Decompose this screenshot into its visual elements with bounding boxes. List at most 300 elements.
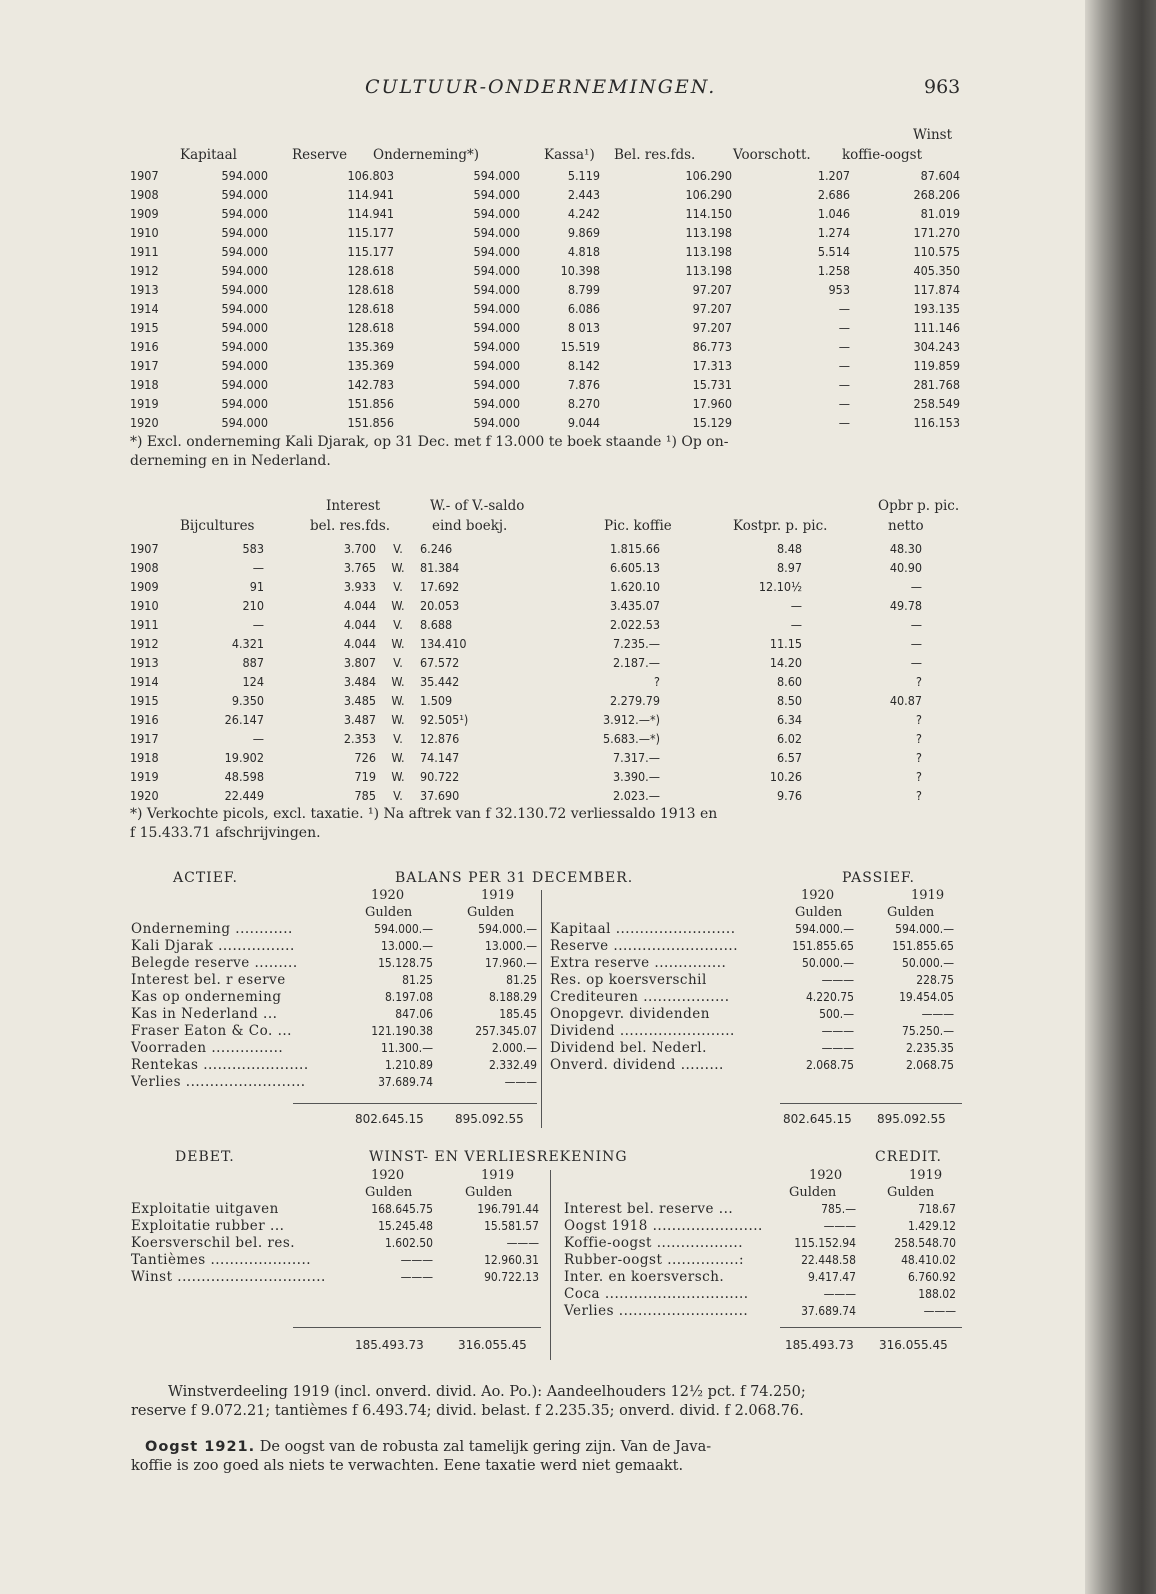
bijcultures-row-cell: 134.410 <box>420 636 467 651</box>
bijcultures-row-cell: 719 <box>354 769 376 784</box>
capital-row-cell: 5.119 <box>567 168 600 183</box>
bijcultures-row-cell: 17.692 <box>420 579 460 594</box>
bijcultures-row <box>130 653 922 672</box>
running-header <box>0 76 1085 100</box>
actief-row <box>131 972 537 989</box>
credit-row-label: Koffie-oogst .................. <box>564 1235 743 1251</box>
bijcultures-row-cell: W. <box>391 769 405 784</box>
capital-row <box>130 261 960 280</box>
capital-row-cell: 111.146 <box>913 320 960 335</box>
bijcultures-table-body <box>130 539 922 805</box>
col-reserve: Reserve <box>292 147 348 163</box>
capital-row-cell: 1.046 <box>817 206 850 221</box>
credit-row-label: Interest bel. reserve ... <box>564 1201 734 1217</box>
balance-left-unit2: Gulden <box>467 905 515 920</box>
passief-row <box>550 972 954 989</box>
bijcultures-row <box>130 577 922 596</box>
capital-row-cell: 1916 <box>130 339 159 354</box>
actief-row <box>131 955 537 972</box>
capital-row-cell: — <box>838 358 850 373</box>
bijcultures-row-cell: 74.147 <box>420 750 460 765</box>
credit-row-amount: 718.67 <box>918 1202 956 1216</box>
actief-row <box>131 1023 537 1040</box>
col-interest-bottom: bel. res.fds. <box>310 518 391 534</box>
bijcultures-row <box>130 672 922 691</box>
passief-row-amount: 50.000.— <box>802 956 854 970</box>
capital-row-cell: 193.135 <box>913 301 960 316</box>
bijcultures-row-cell: 40.90 <box>889 560 922 575</box>
credit-row <box>564 1235 956 1252</box>
balance-right-unit2: Gulden <box>887 905 935 920</box>
capital-row-cell: — <box>838 396 850 411</box>
capital-row-cell: 9.869 <box>567 225 600 240</box>
capital-row <box>130 185 960 204</box>
actief-row <box>131 921 537 938</box>
oogst-line1 <box>145 1438 711 1457</box>
passief-row <box>550 921 954 938</box>
credit-row-label: Coca .............................. <box>564 1286 749 1302</box>
bijcultures-row-cell: ? <box>916 769 922 784</box>
passief-row-label: Kapitaal ......................... <box>550 921 736 937</box>
bijcultures-row-cell: 1912 <box>130 636 159 651</box>
credit-row <box>564 1286 956 1303</box>
capital-row-cell: 1920 <box>130 415 159 430</box>
bijcultures-row-cell: 7.317.— <box>612 750 660 765</box>
actief-row <box>131 1040 537 1057</box>
bijcultures-row-cell: 4.044 <box>343 636 376 651</box>
passief-row-amount: 151.855.65 <box>792 939 854 953</box>
bijcultures-row-cell: 8.60 <box>776 674 802 689</box>
capital-row-cell: 1915 <box>130 320 159 335</box>
actief-row-amount: 8.197.08 <box>384 990 433 1004</box>
page-number: 963 <box>924 76 961 98</box>
passief-row-amount: 594.000.— <box>795 922 854 936</box>
pl-right-unit1: Gulden <box>789 1185 837 1200</box>
capital-row-cell: 594.000 <box>221 339 268 354</box>
capital-row-cell: 1911 <box>130 244 159 259</box>
bijcultures-row-cell: 8.97 <box>776 560 802 575</box>
capital-row-cell: 86.773 <box>692 339 732 354</box>
bijcultures-row-cell: 4.044 <box>343 598 376 613</box>
capital-row-cell: 1914 <box>130 301 159 316</box>
credit-row-amount: 115.152.94 <box>794 1236 856 1250</box>
capital-row-cell: 594.000 <box>221 206 268 221</box>
bijcultures-row-cell: 1910 <box>130 598 159 613</box>
capital-row-cell: 7.876 <box>567 377 600 392</box>
bijcultures-note-line2: f 15.433.71 afschrijvingen. <box>130 825 321 841</box>
passief-row-label: Extra reserve ............... <box>550 955 727 971</box>
pl-right-title: CREDIT. <box>875 1149 942 1165</box>
actief-row-amount: 11.300.— <box>381 1041 433 1055</box>
bijcultures-row-cell: 6.57 <box>776 750 802 765</box>
capital-table-body <box>130 166 960 432</box>
capital-row <box>130 337 960 356</box>
actief-row-amount: 81.25 <box>402 973 433 987</box>
debet-row <box>131 1201 539 1218</box>
col-kassa: Kassa¹) <box>544 147 595 163</box>
capital-row <box>130 318 960 337</box>
debet-row-amount: ——— <box>506 1236 539 1250</box>
bijcultures-row-cell: 67.572 <box>420 655 460 670</box>
bijcultures-row-cell: 2.279.79 <box>609 693 660 708</box>
bijcultures-row-cell: 2.022.53 <box>609 617 660 632</box>
passief-row-label: Reserve .......................... <box>550 938 739 954</box>
capital-row-cell: 594.000 <box>473 415 520 430</box>
actief-row-amount: 121.190.38 <box>371 1024 433 1038</box>
pl-divider <box>550 1170 551 1360</box>
passief-row-amount: 228.75 <box>916 973 954 987</box>
capital-row-cell: 1908 <box>130 187 159 202</box>
actief-row-amount: 37.689.74 <box>378 1075 433 1089</box>
credit-row <box>564 1218 956 1235</box>
debet-row <box>131 1269 539 1286</box>
passief-row <box>550 1006 954 1023</box>
balance-right-year2: 1919 <box>911 888 945 903</box>
bijcultures-row-cell: 6.605.13 <box>609 560 660 575</box>
bijcultures-row-cell: — <box>910 655 922 670</box>
book-binding <box>1085 0 1156 1594</box>
passief-row <box>550 1040 954 1057</box>
actief-row-label: Kas op onderneming <box>131 989 282 1005</box>
pl-right-unit2: Gulden <box>887 1185 935 1200</box>
capital-row-cell: 114.941 <box>347 206 394 221</box>
actief-row-amount: 594.000.— <box>374 922 433 936</box>
capital-row-cell: 115.177 <box>347 244 394 259</box>
actief-row-label: Belegde reserve ......... <box>131 955 298 971</box>
bijcultures-row-cell: 3.487 <box>343 712 376 727</box>
bijcultures-row-cell: 91 <box>249 579 264 594</box>
passief-row-amount: ——— <box>821 1024 854 1038</box>
bijcultures-row-cell: ? <box>916 750 922 765</box>
header-title: CULTUUR-ONDERNEMINGEN. <box>365 76 717 98</box>
capital-row-cell: 258.549 <box>913 396 960 411</box>
bijcultures-row-cell: 10.26 <box>769 769 802 784</box>
capital-row-cell: 97.207 <box>692 301 732 316</box>
bijcultures-row-cell: 19.902 <box>224 750 264 765</box>
passief-row-amount: 151.855.65 <box>892 939 954 953</box>
capital-row-cell: 405.350 <box>913 263 960 278</box>
capital-row-cell: 594.000 <box>473 225 520 240</box>
col-opbr-top: Opbr p. pic. <box>878 498 960 514</box>
pl-left-year1: 1920 <box>371 1168 405 1183</box>
col-kapitaal: Kapitaal <box>180 147 237 163</box>
capital-row-cell: 97.207 <box>692 320 732 335</box>
bijcultures-row-cell: 2.187.— <box>612 655 660 670</box>
capital-row-cell: 9.044 <box>567 415 600 430</box>
bijcultures-row-cell: ? <box>916 712 922 727</box>
capital-row-cell: 117.874 <box>913 282 960 297</box>
passief-row-label: Crediteuren .................. <box>550 989 730 1005</box>
winstverdeeling-line1: Winstverdeeling 1919 (incl. onverd. divid. Ao. Po.): Aandeelhouders 12½ pct. f 74.250; <box>168 1384 806 1400</box>
pl-right-total2: 316.055.45 <box>879 1338 948 1352</box>
capital-row-cell: 1909 <box>130 206 159 221</box>
bijcultures-row-cell: 785 <box>354 788 376 803</box>
capital-row-cell: 594.000 <box>473 244 520 259</box>
passief-row <box>550 989 954 1006</box>
capital-row-cell: 106.803 <box>347 168 394 183</box>
debet-row-amount: 12.960.31 <box>484 1253 539 1267</box>
bijcultures-row-cell: 6.246 <box>420 541 453 556</box>
passief-row-amount: 50.000.— <box>902 956 954 970</box>
bijcultures-row-cell: — <box>910 617 922 632</box>
capital-row-cell: 116.153 <box>913 415 960 430</box>
capital-row-cell: 594.000 <box>221 320 268 335</box>
passief-row-amount: 75.250.— <box>902 1024 954 1038</box>
col-wv-bottom: eind boekj. <box>432 518 508 534</box>
capital-row-cell: — <box>838 320 850 335</box>
capital-row-cell: — <box>838 339 850 354</box>
pl-center-title: WINST- EN VERLIESREKENING <box>369 1149 628 1165</box>
bijcultures-note-line1: *) Verkochte picols, excl. taxatie. ¹) Na aftrek van f 32.130.72 verliessaldo 1913 en <box>130 806 718 822</box>
credit-row-amount: 48.410.02 <box>901 1253 956 1267</box>
capital-row-cell: 128.618 <box>347 282 394 297</box>
bijcultures-row-cell: ? <box>654 674 660 689</box>
capital-row <box>130 356 960 375</box>
bijcultures-row-cell: 6.34 <box>776 712 802 727</box>
bijcultures-row-cell: 1916 <box>130 712 159 727</box>
capital-row <box>130 204 960 223</box>
col-onderneming: Onderneming*) <box>373 147 480 163</box>
actief-row-amount: 185.45 <box>499 1007 537 1021</box>
bijcultures-row <box>130 596 922 615</box>
capital-row-cell: 114.941 <box>347 187 394 202</box>
capital-row-cell: 594.000 <box>473 339 520 354</box>
bijcultures-table <box>130 497 970 843</box>
capital-row-cell: 594.000 <box>473 187 520 202</box>
bijcultures-row-cell: V. <box>393 541 403 556</box>
bijcultures-row-cell: 8.50 <box>776 693 802 708</box>
bijcultures-row-cell: 3.933 <box>343 579 376 594</box>
bijcultures-row-cell: 1918 <box>130 750 159 765</box>
bijcultures-row-cell: 9.350 <box>231 693 264 708</box>
bijcultures-row-cell: — <box>910 636 922 651</box>
capital-row-cell: 953 <box>828 282 850 297</box>
actief-row-amount: 257.345.07 <box>475 1024 537 1038</box>
balance-right-unit1: Gulden <box>795 905 843 920</box>
capital-row-cell: 5.514 <box>817 244 850 259</box>
bijcultures-row-cell: 90.722 <box>420 769 460 784</box>
passief-row-amount: 594.000.— <box>895 922 954 936</box>
capital-row-cell: 594.000 <box>221 168 268 183</box>
balance-left-year1: 1920 <box>371 888 405 903</box>
bijcultures-row-cell: 3.390.— <box>612 769 660 784</box>
debet-row-amount: 196.791.44 <box>477 1202 539 1216</box>
balance-left-total2: 895.092.55 <box>455 1112 524 1126</box>
debet-row-amount: 15.245.48 <box>378 1219 433 1233</box>
col-pic: Pic. koffie <box>604 518 672 534</box>
bijcultures-row-cell: W. <box>391 636 405 651</box>
bijcultures-row-cell: 1913 <box>130 655 159 670</box>
bijcultures-row-cell: 3.435.07 <box>609 598 660 613</box>
actief-row-amount: 594.000.— <box>478 922 537 936</box>
capital-row <box>130 242 960 261</box>
credit-row-amount: 37.689.74 <box>801 1304 856 1318</box>
capital-row-cell: 594.000 <box>221 225 268 240</box>
bijcultures-row-cell: 3.484 <box>343 674 376 689</box>
capital-row-cell: — <box>838 377 850 392</box>
bijcultures-row-cell: 11.15 <box>769 636 802 651</box>
actief-row <box>131 938 537 955</box>
balance-center-title: BALANS PER 31 DECEMBER. <box>395 870 634 886</box>
debet-row <box>131 1218 539 1235</box>
bijcultures-row-cell: 7.235.— <box>612 636 660 651</box>
capital-row-cell: 2.443 <box>567 187 600 202</box>
bijcultures-row-cell: 6.02 <box>776 731 802 746</box>
pl-right-year1: 1920 <box>809 1168 843 1183</box>
credit-row-amount: ——— <box>823 1287 856 1301</box>
bijcultures-row-cell: 210 <box>242 598 264 613</box>
capital-row-cell: 81.019 <box>920 206 960 221</box>
passief-table <box>550 921 954 1074</box>
bijcultures-table-header <box>130 497 970 539</box>
pl-left-year2: 1919 <box>481 1168 515 1183</box>
bijcultures-row <box>130 748 922 767</box>
capital-row-cell: 113.198 <box>685 244 732 259</box>
credit-row-amount: 258.548.70 <box>894 1236 956 1250</box>
bijcultures-row-cell: W. <box>391 712 405 727</box>
capital-row-cell: 128.618 <box>347 263 394 278</box>
actief-row-label: Kas in Nederland ... <box>131 1006 278 1022</box>
col-voorschott: Voorschott. <box>733 147 811 163</box>
credit-table <box>564 1201 956 1320</box>
bijcultures-row-cell: 9.76 <box>776 788 802 803</box>
capital-row-cell: 594.000 <box>473 396 520 411</box>
capital-row-cell: 594.000 <box>221 301 268 316</box>
credit-row-amount: ——— <box>823 1219 856 1233</box>
capital-row-cell: 304.243 <box>913 339 960 354</box>
passief-row-amount: 2.068.75 <box>905 1058 954 1072</box>
capital-row-cell: 113.198 <box>685 263 732 278</box>
bijcultures-row-cell: 12.10½ <box>758 579 802 594</box>
bijcultures-row-cell: 4.044 <box>343 617 376 632</box>
capital-row <box>130 280 960 299</box>
capital-row-cell: — <box>838 415 850 430</box>
oogst-label: Oogst 1921. <box>145 1439 256 1455</box>
pl-left-title: DEBET. <box>175 1149 235 1165</box>
capital-row-cell: 1917 <box>130 358 159 373</box>
actief-row-label: Verlies ......................... <box>131 1074 306 1090</box>
bijcultures-row-cell: — <box>252 617 264 632</box>
bijcultures-row-cell: 35.442 <box>420 674 460 689</box>
passief-row-amount: 19.454.05 <box>899 990 954 1004</box>
actief-row-label: Interest bel. r eserve <box>131 972 286 988</box>
capital-row-cell: 594.000 <box>221 263 268 278</box>
actief-row-label: Voorraden ............... <box>131 1040 284 1056</box>
capital-row-cell: 97.207 <box>692 282 732 297</box>
bijcultures-row-cell: 4.321 <box>231 636 264 651</box>
credit-row <box>564 1252 956 1269</box>
capital-row-cell: 594.000 <box>221 358 268 373</box>
capital-row-cell: 1910 <box>130 225 159 240</box>
capital-note-line1: *) Excl. onderneming Kali Djarak, op 31 Dec. met f 13.000 te boek staande ¹) Op on- <box>130 434 729 450</box>
debet-row-amount: 15.581.57 <box>484 1219 539 1233</box>
debet-row-amount: ——— <box>400 1270 433 1284</box>
passief-row <box>550 955 954 972</box>
capital-row-cell: 6.086 <box>567 301 600 316</box>
bijcultures-row-cell: 1909 <box>130 579 159 594</box>
capital-row-cell: 8.270 <box>567 396 600 411</box>
capital-row <box>130 375 960 394</box>
bijcultures-row <box>130 615 922 634</box>
credit-row <box>564 1303 956 1320</box>
capital-row-cell: 2.686 <box>817 187 850 202</box>
bijcultures-row <box>130 729 922 748</box>
capital-row-cell: 15.731 <box>692 377 732 392</box>
debet-row-label: Exploitatie rubber ... <box>131 1218 285 1234</box>
actief-row-amount: 8.188.29 <box>488 990 537 1004</box>
pl-left-total2: 316.055.45 <box>458 1338 527 1352</box>
capital-row-cell: 594.000 <box>221 244 268 259</box>
capital-row-cell: 106.290 <box>685 187 732 202</box>
bijcultures-row-cell: W. <box>391 598 405 613</box>
bijcultures-row <box>130 767 922 786</box>
capital-row-cell: 8.799 <box>567 282 600 297</box>
capital-row-cell: 594.000 <box>473 301 520 316</box>
capital-row-cell: 4.242 <box>567 206 600 221</box>
bijcultures-row-cell: 1908 <box>130 560 159 575</box>
bijcultures-row-cell: 1.509 <box>420 693 453 708</box>
bijcultures-row-cell: 3.765 <box>343 560 376 575</box>
bijcultures-row-cell: 1907 <box>130 541 159 556</box>
debet-row-label: Winst ............................... <box>131 1269 326 1285</box>
capital-row-cell: 114.150 <box>685 206 732 221</box>
capital-table-header <box>130 122 970 166</box>
actief-row-amount: 81.25 <box>506 973 537 987</box>
bijcultures-row <box>130 539 922 558</box>
capital-row-cell: 1913 <box>130 282 159 297</box>
passief-row-amount: 2.068.75 <box>805 1058 854 1072</box>
capital-row-cell: 113.198 <box>685 225 732 240</box>
balance-right-total1: 802.645.15 <box>783 1112 852 1126</box>
bijcultures-row-cell: 124 <box>242 674 264 689</box>
capital-note-line2: derneming en in Nederland. <box>130 453 331 469</box>
balance-left-title: ACTIEF. <box>173 870 238 886</box>
bijcultures-row <box>130 786 922 805</box>
bijcultures-row-cell: — <box>252 560 264 575</box>
bijcultures-row-cell: 37.690 <box>420 788 460 803</box>
passief-row-amount: ——— <box>921 1007 954 1021</box>
passief-row-label: Onverd. dividend ......... <box>550 1057 724 1073</box>
capital-row-cell: 594.000 <box>473 206 520 221</box>
debet-row-amount: ——— <box>400 1253 433 1267</box>
capital-row-cell: 135.369 <box>347 358 394 373</box>
col-bijcultures: Bijcultures <box>180 518 255 534</box>
capital-row-cell: — <box>838 301 850 316</box>
pl-right-total1: 185.493.73 <box>785 1338 854 1352</box>
bijcultures-row-cell: 12.876 <box>420 731 460 746</box>
pl-right-year2: 1919 <box>909 1168 943 1183</box>
capital-row-cell: 17.960 <box>692 396 732 411</box>
capital-row-cell: 1919 <box>130 396 159 411</box>
bijcultures-row-cell: 1.815.66 <box>609 541 660 556</box>
bijcultures-row-cell: 3.700 <box>343 541 376 556</box>
bijcultures-row-cell: 8.688 <box>420 617 453 632</box>
capital-row-cell: 594.000 <box>473 282 520 297</box>
passief-row-amount: 4.220.75 <box>805 990 854 1004</box>
bijcultures-row-cell: ? <box>916 674 922 689</box>
bijcultures-note <box>130 805 970 843</box>
balance-left-year2: 1919 <box>481 888 515 903</box>
bijcultures-row-cell: 92.505¹) <box>420 712 469 727</box>
credit-row-label: Inter. en koersversch. <box>564 1269 725 1285</box>
bijcultures-row-cell: 726 <box>354 750 376 765</box>
balance-right-year1: 1920 <box>801 888 835 903</box>
balance-divider <box>541 890 542 1128</box>
debet-table <box>131 1201 539 1286</box>
capital-row-cell: 1.274 <box>817 225 850 240</box>
pl-left-total1: 185.493.73 <box>355 1338 424 1352</box>
pl-left-rule <box>293 1327 541 1328</box>
